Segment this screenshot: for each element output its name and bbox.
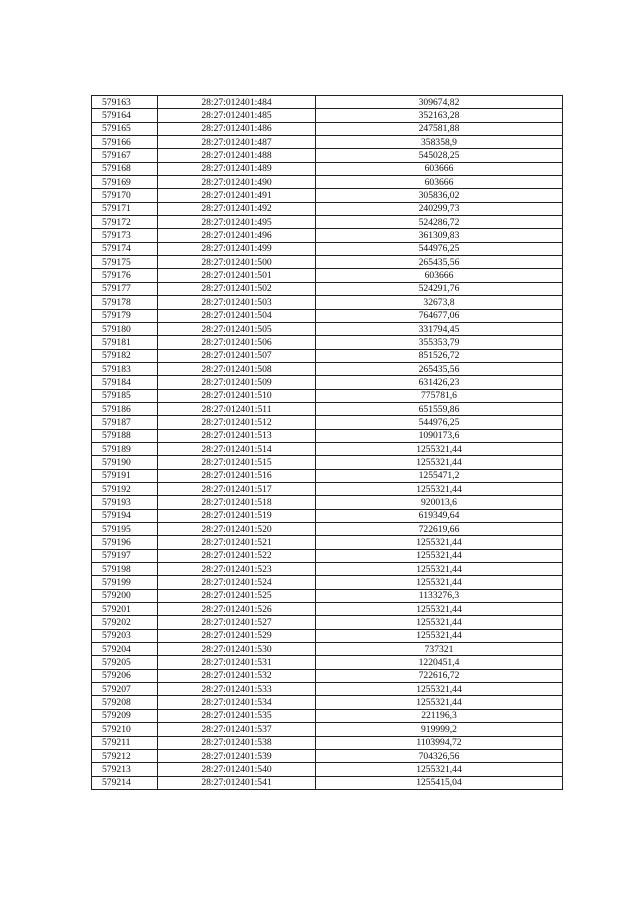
value-cell: 1133276,3 <box>316 589 563 602</box>
cadastral-number-cell: 28:27:012401:506 <box>158 336 316 349</box>
row-number-cell: 579172 <box>92 216 158 229</box>
table-row <box>92 336 563 349</box>
row-number-cell: 579170 <box>92 189 158 202</box>
cadastral-number-cell: 28:27:012401:485 <box>158 109 316 122</box>
table-row <box>92 736 563 749</box>
row-number-cell: 579214 <box>92 776 158 789</box>
value-cell: 1255321,44 <box>316 696 563 709</box>
table-row <box>92 563 563 576</box>
row-number-cell: 579163 <box>92 96 158 109</box>
table-row <box>92 362 563 375</box>
table-row <box>92 549 563 562</box>
value-cell: 737321 <box>316 643 563 656</box>
row-number-cell: 579184 <box>92 376 158 389</box>
row-number-cell: 579175 <box>92 256 158 269</box>
row-number-cell: 579178 <box>92 296 158 309</box>
table-row <box>92 749 563 762</box>
row-number-cell: 579169 <box>92 176 158 189</box>
cadastral-number-cell: 28:27:012401:492 <box>158 202 316 215</box>
row-number-cell: 579180 <box>92 322 158 335</box>
value-cell: 1255321,44 <box>316 629 563 642</box>
cadastral-number-cell: 28:27:012401:518 <box>158 496 316 509</box>
row-number-cell: 579212 <box>92 749 158 762</box>
cadastral-number-cell: 28:27:012401:526 <box>158 603 316 616</box>
row-number-cell: 579174 <box>92 242 158 255</box>
table-row <box>92 629 563 642</box>
table-row <box>92 576 563 589</box>
row-number-cell: 579207 <box>92 683 158 696</box>
cadastral-number-cell: 28:27:012401:527 <box>158 616 316 629</box>
value-cell: 247581,88 <box>316 122 563 135</box>
value-cell: 544976,25 <box>316 416 563 429</box>
row-number-cell: 579173 <box>92 229 158 242</box>
value-cell: 221196,3 <box>316 709 563 722</box>
value-cell: 920013,6 <box>316 496 563 509</box>
table-row <box>92 763 563 776</box>
row-number-cell: 579195 <box>92 523 158 536</box>
row-number-cell: 579205 <box>92 656 158 669</box>
table-row <box>92 669 563 682</box>
table-row <box>92 469 563 482</box>
value-cell: 524286,72 <box>316 216 563 229</box>
cadastral-number-cell: 28:27:012401:487 <box>158 136 316 149</box>
table-row <box>92 589 563 602</box>
value-cell: 722619,66 <box>316 523 563 536</box>
cadastral-number-cell: 28:27:012401:537 <box>158 723 316 736</box>
cadastral-number-cell: 28:27:012401:496 <box>158 229 316 242</box>
value-cell: 240299,73 <box>316 202 563 215</box>
table-row <box>92 376 563 389</box>
table-row <box>92 509 563 522</box>
cadastral-number-cell: 28:27:012401:503 <box>158 296 316 309</box>
value-cell: 265435,56 <box>316 256 563 269</box>
cadastral-number-cell: 28:27:012401:486 <box>158 122 316 135</box>
value-cell: 1255321,44 <box>316 563 563 576</box>
value-cell: 309674,82 <box>316 96 563 109</box>
value-cell: 704326,56 <box>316 749 563 762</box>
value-cell: 722616,72 <box>316 669 563 682</box>
table-row <box>92 616 563 629</box>
value-cell: 1255321,44 <box>316 456 563 469</box>
cadastral-number-cell: 28:27:012401:511 <box>158 402 316 415</box>
value-cell: 1255321,44 <box>316 763 563 776</box>
value-cell: 1255321,44 <box>316 603 563 616</box>
cadastral-number-cell: 28:27:012401:510 <box>158 389 316 402</box>
value-cell: 919999,2 <box>316 723 563 736</box>
row-number-cell: 579183 <box>92 362 158 375</box>
cadastral-number-cell: 28:27:012401:488 <box>158 149 316 162</box>
table-row <box>92 603 563 616</box>
value-cell: 524291,76 <box>316 282 563 295</box>
row-number-cell: 579211 <box>92 736 158 749</box>
table-row <box>92 282 563 295</box>
cadastral-number-cell: 28:27:012401:509 <box>158 376 316 389</box>
value-cell: 764677,06 <box>316 309 563 322</box>
cadastral-number-cell: 28:27:012401:516 <box>158 469 316 482</box>
row-number-cell: 579188 <box>92 429 158 442</box>
table-row <box>92 389 563 402</box>
cadastral-number-cell: 28:27:012401:491 <box>158 189 316 202</box>
row-number-cell: 579203 <box>92 629 158 642</box>
cadastral-number-cell: 28:27:012401:539 <box>158 749 316 762</box>
row-number-cell: 579164 <box>92 109 158 122</box>
value-cell: 1255321,44 <box>316 442 563 455</box>
row-number-cell: 579187 <box>92 416 158 429</box>
table-row <box>92 122 563 135</box>
cadastral-number-cell: 28:27:012401:504 <box>158 309 316 322</box>
row-number-cell: 579213 <box>92 763 158 776</box>
row-number-cell: 579189 <box>92 442 158 455</box>
cadastral-number-cell: 28:27:012401:507 <box>158 349 316 362</box>
cadastral-value-table <box>91 95 563 790</box>
cadastral-number-cell: 28:27:012401:499 <box>158 242 316 255</box>
value-cell: 1255321,44 <box>316 616 563 629</box>
value-cell: 1255321,44 <box>316 683 563 696</box>
cadastral-number-cell: 28:27:012401:505 <box>158 322 316 335</box>
value-cell: 544976,25 <box>316 242 563 255</box>
row-number-cell: 579208 <box>92 696 158 709</box>
cadastral-number-cell: 28:27:012401:535 <box>158 709 316 722</box>
row-number-cell: 579182 <box>92 349 158 362</box>
cadastral-number-cell: 28:27:012401:522 <box>158 549 316 562</box>
value-cell: 631426,23 <box>316 376 563 389</box>
cadastral-number-cell: 28:27:012401:538 <box>158 736 316 749</box>
cadastral-number-cell: 28:27:012401:513 <box>158 429 316 442</box>
cadastral-number-cell: 28:27:012401:521 <box>158 536 316 549</box>
cadastral-number-cell: 28:27:012401:540 <box>158 763 316 776</box>
value-cell: 651559,86 <box>316 402 563 415</box>
table-row <box>92 536 563 549</box>
value-cell: 1255321,44 <box>316 482 563 495</box>
table-row <box>92 496 563 509</box>
cadastral-number-cell: 28:27:012401:489 <box>158 162 316 175</box>
table-row <box>92 643 563 656</box>
table-row <box>92 309 563 322</box>
cadastral-number-cell: 28:27:012401:500 <box>158 256 316 269</box>
row-number-cell: 579201 <box>92 603 158 616</box>
value-cell: 619349,64 <box>316 509 563 522</box>
value-cell: 1255321,44 <box>316 536 563 549</box>
cadastral-number-cell: 28:27:012401:490 <box>158 176 316 189</box>
cadastral-number-cell: 28:27:012401:541 <box>158 776 316 789</box>
table-row <box>92 349 563 362</box>
value-cell: 331794,45 <box>316 322 563 335</box>
table-row <box>92 189 563 202</box>
table-row <box>92 482 563 495</box>
table-row <box>92 96 563 109</box>
row-number-cell: 579181 <box>92 336 158 349</box>
cadastral-number-cell: 28:27:012401:530 <box>158 643 316 656</box>
row-number-cell: 579198 <box>92 563 158 576</box>
value-cell: 1220451,4 <box>316 656 563 669</box>
row-number-cell: 579194 <box>92 509 158 522</box>
cadastral-number-cell: 28:27:012401:520 <box>158 523 316 536</box>
row-number-cell: 579210 <box>92 723 158 736</box>
value-cell: 603666 <box>316 176 563 189</box>
cadastral-number-cell: 28:27:012401:523 <box>158 563 316 576</box>
table-row <box>92 322 563 335</box>
cadastral-number-cell: 28:27:012401:514 <box>158 442 316 455</box>
row-number-cell: 579192 <box>92 482 158 495</box>
table-row <box>92 269 563 282</box>
table-row <box>92 216 563 229</box>
table-row <box>92 136 563 149</box>
row-number-cell: 579185 <box>92 389 158 402</box>
value-cell: 1255321,44 <box>316 549 563 562</box>
row-number-cell: 579171 <box>92 202 158 215</box>
table-row <box>92 229 563 242</box>
table-row <box>92 149 563 162</box>
value-cell: 358358,9 <box>316 136 563 149</box>
row-number-cell: 579200 <box>92 589 158 602</box>
table-row <box>92 402 563 415</box>
table-row <box>92 683 563 696</box>
row-number-cell: 579206 <box>92 669 158 682</box>
value-cell: 1103994,72 <box>316 736 563 749</box>
table-row <box>92 242 563 255</box>
table-row <box>92 776 563 789</box>
row-number-cell: 579190 <box>92 456 158 469</box>
value-cell: 1255415,04 <box>316 776 563 789</box>
table-row <box>92 456 563 469</box>
table-row <box>92 709 563 722</box>
cadastral-number-cell: 28:27:012401:525 <box>158 589 316 602</box>
cadastral-number-cell: 28:27:012401:532 <box>158 669 316 682</box>
cadastral-number-cell: 28:27:012401:515 <box>158 456 316 469</box>
row-number-cell: 579193 <box>92 496 158 509</box>
cadastral-number-cell: 28:27:012401:524 <box>158 576 316 589</box>
table-body <box>92 96 563 790</box>
row-number-cell: 579202 <box>92 616 158 629</box>
table-row <box>92 442 563 455</box>
cadastral-number-cell: 28:27:012401:533 <box>158 683 316 696</box>
cadastral-number-cell: 28:27:012401:534 <box>158 696 316 709</box>
value-cell: 1255471,2 <box>316 469 563 482</box>
row-number-cell: 579177 <box>92 282 158 295</box>
value-cell: 603666 <box>316 269 563 282</box>
value-cell: 32673,8 <box>316 296 563 309</box>
row-number-cell: 579167 <box>92 149 158 162</box>
row-number-cell: 579179 <box>92 309 158 322</box>
row-number-cell: 579196 <box>92 536 158 549</box>
cadastral-number-cell: 28:27:012401:519 <box>158 509 316 522</box>
row-number-cell: 579197 <box>92 549 158 562</box>
cadastral-number-cell: 28:27:012401:484 <box>158 96 316 109</box>
value-cell: 352163,28 <box>316 109 563 122</box>
value-cell: 603666 <box>316 162 563 175</box>
value-cell: 1255321,44 <box>316 576 563 589</box>
table-row <box>92 723 563 736</box>
cadastral-number-cell: 28:27:012401:517 <box>158 482 316 495</box>
table-row <box>92 109 563 122</box>
row-number-cell: 579209 <box>92 709 158 722</box>
row-number-cell: 579186 <box>92 402 158 415</box>
cadastral-number-cell: 28:27:012401:512 <box>158 416 316 429</box>
cadastral-number-cell: 28:27:012401:531 <box>158 656 316 669</box>
table-row <box>92 429 563 442</box>
value-cell: 545028,25 <box>316 149 563 162</box>
row-number-cell: 579165 <box>92 122 158 135</box>
table-row <box>92 296 563 309</box>
row-number-cell: 579199 <box>92 576 158 589</box>
table-row <box>92 416 563 429</box>
value-cell: 355353,79 <box>316 336 563 349</box>
table-row <box>92 176 563 189</box>
value-cell: 361309,83 <box>316 229 563 242</box>
value-cell: 1090173,6 <box>316 429 563 442</box>
value-cell: 265435,56 <box>316 362 563 375</box>
table-row <box>92 256 563 269</box>
cadastral-number-cell: 28:27:012401:508 <box>158 362 316 375</box>
row-number-cell: 579176 <box>92 269 158 282</box>
cadastral-number-cell: 28:27:012401:501 <box>158 269 316 282</box>
value-cell: 305836,02 <box>316 189 563 202</box>
table-row <box>92 696 563 709</box>
table-row <box>92 523 563 536</box>
cadastral-number-cell: 28:27:012401:529 <box>158 629 316 642</box>
row-number-cell: 579191 <box>92 469 158 482</box>
table-row <box>92 202 563 215</box>
row-number-cell: 579166 <box>92 136 158 149</box>
table-row <box>92 656 563 669</box>
value-cell: 851526,72 <box>316 349 563 362</box>
table-row <box>92 162 563 175</box>
cadastral-number-cell: 28:27:012401:495 <box>158 216 316 229</box>
row-number-cell: 579204 <box>92 643 158 656</box>
cadastral-number-cell: 28:27:012401:502 <box>158 282 316 295</box>
row-number-cell: 579168 <box>92 162 158 175</box>
value-cell: 775781,6 <box>316 389 563 402</box>
